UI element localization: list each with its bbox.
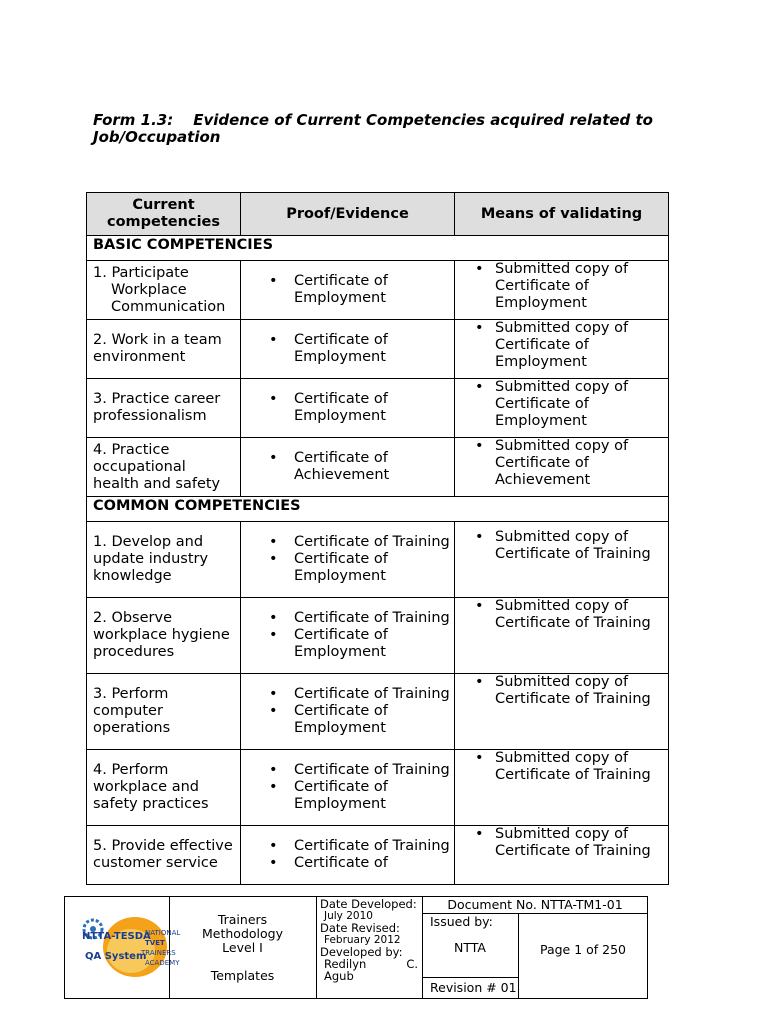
table-row <box>87 826 669 885</box>
competency-text: 3. Practice career professionalism <box>93 391 221 424</box>
footer-title-line1: Trainers <box>217 912 268 927</box>
header-proof-evidence: Proof/Evidence <box>241 193 455 236</box>
svg-text:QA System: QA System <box>85 951 147 962</box>
means-cell <box>455 379 669 438</box>
competency-cell <box>87 522 241 598</box>
issued-by-label: Issued by: <box>430 914 493 929</box>
means-item: • Submitted copy of Certificate of Employment <box>455 379 668 430</box>
proof-item: • Certificate of Employment <box>241 627 454 661</box>
table-row <box>87 522 669 598</box>
proof-item: • Certificate of Employment <box>241 273 454 307</box>
proof-cell <box>241 826 455 885</box>
logo-cell <box>65 897 181 998</box>
footer-title-line2: Methodology <box>202 926 283 941</box>
proof-item: • Certificate of Employment <box>241 703 454 737</box>
competency-text: 1. Develop and update industry knowledge <box>93 534 209 584</box>
proof-item: • Certificate of Achievement <box>241 450 454 484</box>
means-cell <box>455 261 669 320</box>
proof-cell <box>241 674 455 750</box>
competency-cell <box>87 438 241 497</box>
competency-text: 4. Perform workplace and safety practices <box>93 762 209 812</box>
table-body <box>87 236 669 885</box>
header-means-validating: Means of validating <box>455 193 669 236</box>
page-number: Page 1 of 250 <box>539 941 627 957</box>
competency-cell <box>87 320 241 379</box>
date-revised-label: Date Revised: <box>320 921 400 935</box>
svg-text:NATIONAL: NATIONAL <box>145 929 181 937</box>
date-developed-label: Date Developed: <box>320 897 417 911</box>
competency-cell <box>87 379 241 438</box>
section-row <box>87 497 669 522</box>
table-row <box>87 261 669 320</box>
proof-cell <box>241 750 455 826</box>
proof-item: • Certificate of Employment <box>241 551 454 585</box>
developer-last-name: Agub <box>324 969 354 983</box>
footer-title-line3: Level I <box>222 940 263 955</box>
means-cell <box>455 522 669 598</box>
means-item: • Submitted copy of Certificate of Training <box>455 826 668 860</box>
means-cell <box>455 674 669 750</box>
proof-item: • Certificate of Training <box>241 534 454 551</box>
means-item: • Submitted copy of Certificate of Achievement <box>455 438 668 489</box>
competency-cell <box>87 750 241 826</box>
document-number: Document No. NTTA-TM1-01 <box>422 897 648 914</box>
competency-cell <box>87 674 241 750</box>
competency-text: 2. Observe workplace hygiene procedures <box>93 610 230 660</box>
proof-cell <box>241 320 455 379</box>
proof-cell <box>241 598 455 674</box>
proof-cell <box>241 522 455 598</box>
page-number-cell <box>518 914 648 998</box>
section-title: COMMON COMPETENCIES <box>87 497 669 522</box>
table-row <box>87 750 669 826</box>
section-title: BASIC COMPETENCIES <box>87 236 669 261</box>
svg-text:TRAINERS: TRAINERS <box>141 949 176 957</box>
form-number: Form 1.3: <box>93 111 174 129</box>
proof-item: • Certificate of Training <box>241 610 454 627</box>
developer-initial: C. <box>406 957 418 971</box>
means-cell <box>455 598 669 674</box>
proof-item: • Certificate of Employment <box>241 391 454 425</box>
footer-date-cell <box>316 897 422 998</box>
header-current-competencies: Current competencies <box>87 193 241 236</box>
proof-item: • Certificate of Training <box>241 838 454 855</box>
table-row <box>87 320 669 379</box>
date-developed: July 2010 <box>324 910 373 922</box>
means-item: • Submitted copy of Certificate of Training <box>455 598 668 632</box>
proof-item: • Certificate of Employment <box>241 779 454 813</box>
revision: Revision # 01 <box>430 980 517 995</box>
means-item: • Submitted copy of Certificate of Training <box>455 674 668 708</box>
competency-cell <box>87 261 241 320</box>
competency-text: 5. Provide effective customer service <box>93 838 233 871</box>
footer-title-cell <box>169 897 316 998</box>
competency-cell <box>87 598 241 674</box>
developed-by-label: Developed by: <box>320 945 403 959</box>
table-row <box>87 379 669 438</box>
developer-first-name: Redilyn <box>324 957 367 971</box>
table-header-row <box>87 193 669 236</box>
competency-text: 3. Perform computer operations <box>93 686 171 736</box>
means-cell <box>455 438 669 497</box>
form-title-text: Evidence of Current Competencies acquired related to Job/Occupation <box>93 111 653 146</box>
ntta-tesda-logo <box>79 911 181 983</box>
svg-text:ACADEMY: ACADEMY <box>145 959 180 967</box>
proof-cell <box>241 379 455 438</box>
competency-text: 2. Work in a team environment <box>93 332 222 365</box>
competency-text: 4. Practice occupational health and safety <box>93 441 221 492</box>
form-title <box>93 112 693 146</box>
section-row <box>87 236 669 261</box>
table-row <box>87 674 669 750</box>
means-item: • Submitted copy of Certificate of Training <box>455 529 668 563</box>
footer-templates: Templates <box>210 968 275 983</box>
means-cell <box>455 750 669 826</box>
table-row <box>87 438 669 497</box>
proof-item: • Certificate of Training <box>241 762 454 779</box>
date-revised: February 2012 <box>324 934 401 946</box>
issued-by-cell <box>422 914 518 978</box>
means-cell <box>455 320 669 379</box>
means-item: • Submitted copy of Certificate of Training <box>455 750 668 784</box>
proof-item: • Certificate of <box>241 855 454 872</box>
proof-item: • Certificate of Employment <box>241 332 454 366</box>
means-item: • Submitted copy of Certificate of Employment <box>455 261 668 312</box>
document-footer <box>64 896 648 999</box>
proof-cell <box>241 438 455 497</box>
competency-text: 1. Participate Workplace Communication <box>93 264 226 315</box>
competencies-table <box>86 192 669 885</box>
means-cell <box>455 826 669 885</box>
means-item: • Submitted copy of Certificate of Employment <box>455 320 668 371</box>
footer-document-cell <box>422 897 648 998</box>
issuer: NTTA <box>454 940 486 955</box>
proof-item: • Certificate of Training <box>241 686 454 703</box>
table-row <box>87 598 669 674</box>
svg-text:NTTA-TESDA: NTTA-TESDA <box>82 931 151 942</box>
svg-text:TVET: TVET <box>145 939 165 947</box>
competency-cell <box>87 826 241 885</box>
proof-cell <box>241 261 455 320</box>
